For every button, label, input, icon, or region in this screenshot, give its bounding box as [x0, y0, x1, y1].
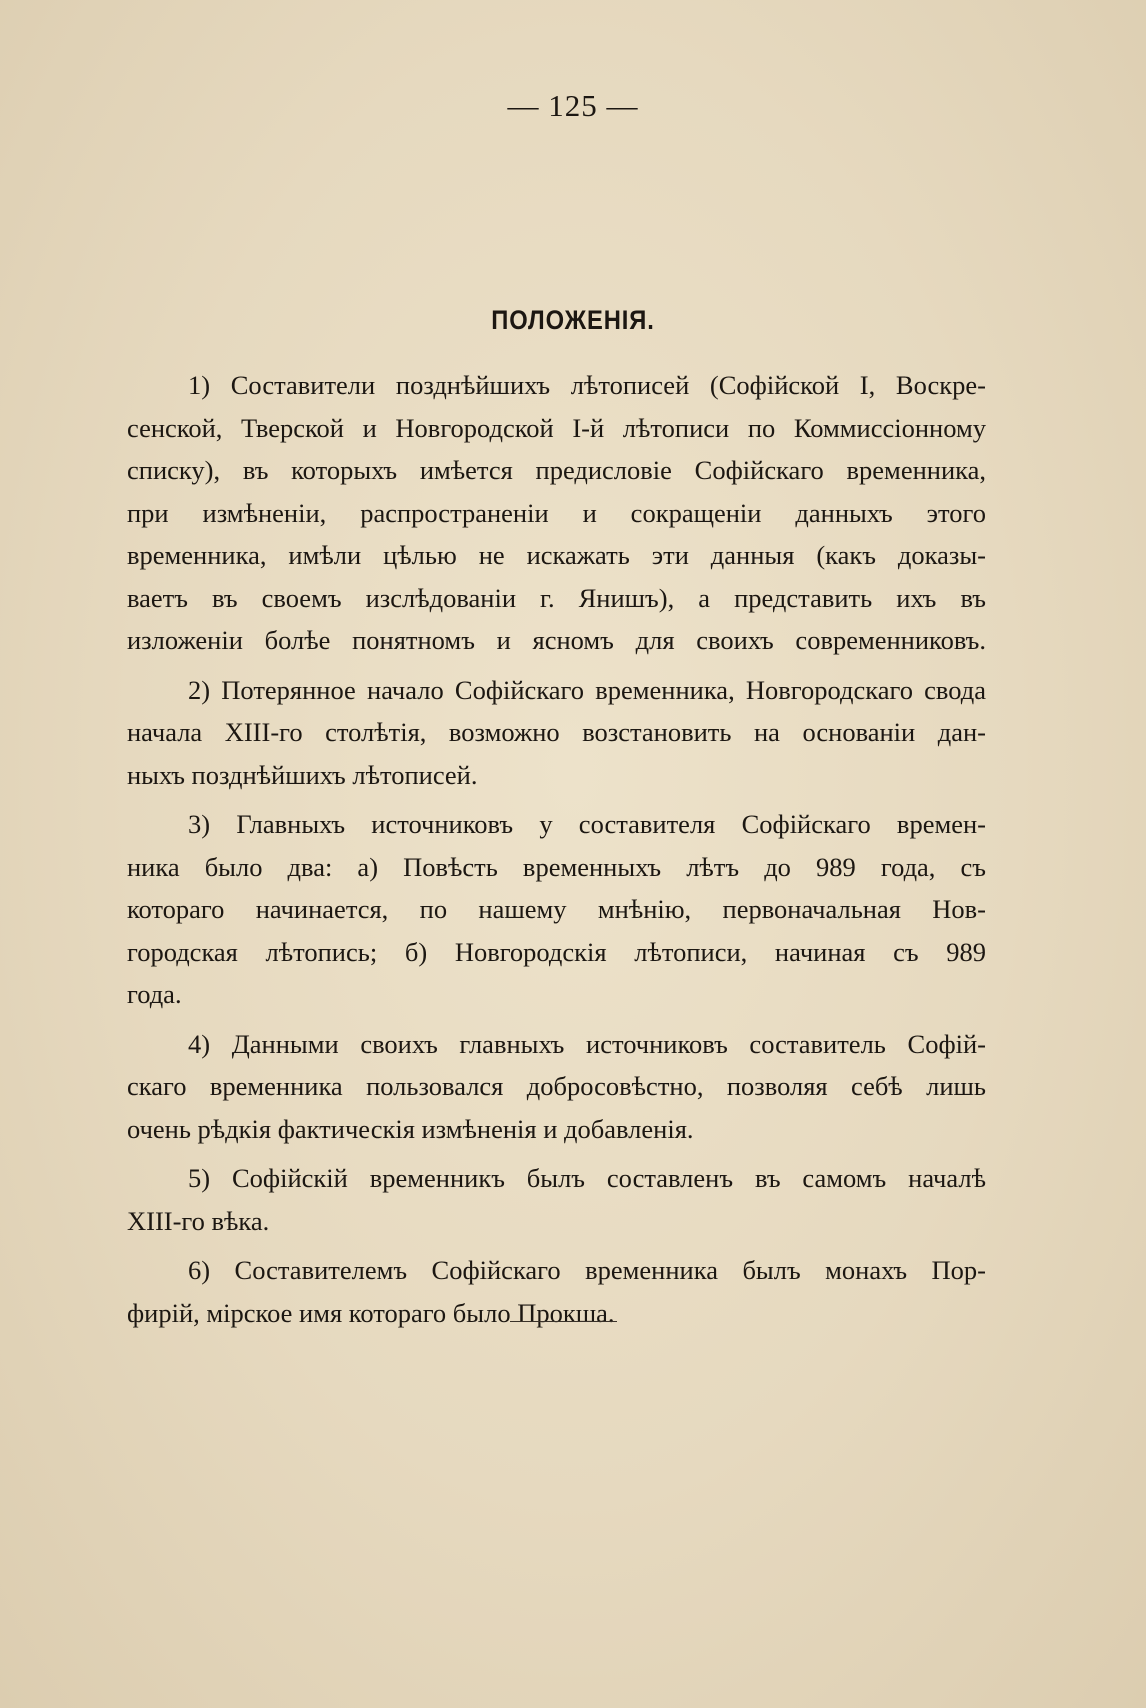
- text-line: начала XIII-го столѣтія, возможно возстановить на основаніи дан-: [127, 717, 986, 747]
- thesis-5: [127, 1157, 986, 1242]
- text-line: 1) Составители позднѣйшихъ лѣтописей (Софійской I, Воскре-: [188, 370, 986, 400]
- closing-rule: [510, 1321, 617, 1322]
- text-line: скаго временника пользовался добросовѣстно, позволяя себѣ лишь: [127, 1071, 986, 1101]
- text-line: временника, имѣли цѣлью не искажать эти данныя (какъ доказы-: [127, 540, 986, 570]
- text-line: городская лѣтопись; б) Новгородскія лѣтописи, начиная съ 989: [127, 936, 986, 967]
- text-line: XIII-го вѣка.: [127, 1205, 270, 1236]
- text-line: 2) Потерянное начало Софійскаго временника, Новгородскаго свода: [188, 674, 986, 705]
- text-line: 4) Данными своихъ главныхъ источниковъ составитель Софій-: [188, 1028, 986, 1059]
- text-line: года.: [127, 979, 182, 1009]
- text-line: 3) Главныхъ источниковъ у составителя Софійскаго времен-: [188, 809, 986, 839]
- text-line: котораго начинается, по нашему мнѣнію, первоначальная Нов-: [127, 894, 986, 924]
- text-line: изложеніи болѣе понятномъ и ясномъ для своихъ современниковъ.: [127, 625, 986, 655]
- text-line: сенской, Тверской и Новгородской I-й лѣтописи по Коммиссіонному: [127, 412, 986, 443]
- text-line: 5) Софійскій временникъ былъ составленъ въ самомъ началѣ: [188, 1163, 986, 1193]
- section-heading: ПОЛОЖЕНІЯ.: [491, 305, 655, 335]
- text-line: 6) Составителемъ Софійскаго временника былъ монахъ Пор-: [188, 1255, 986, 1285]
- thesis-3: [127, 803, 986, 1016]
- text-line: очень рѣдкія фактическія измѣненія и добавленія.: [127, 1113, 694, 1144]
- page-number: — 125 —: [507, 88, 639, 123]
- thesis-2: [127, 669, 986, 797]
- thesis-1: [127, 364, 986, 662]
- text-line: фирій, мірское имя котораго было Прокша.: [127, 1297, 615, 1328]
- thesis-4: [127, 1023, 986, 1151]
- text-line: списку), въ которыхъ имѣется предисловіе Софійскаго временника,: [127, 455, 986, 485]
- text-line: ныхъ позднѣйшихъ лѣтописей.: [127, 759, 478, 790]
- text-line: ваетъ въ своемъ изслѣдованіи г. Янишъ), а представить ихъ въ: [127, 582, 986, 613]
- theses-list: [127, 364, 986, 1341]
- text-line: при измѣненіи, распространеніи и сокращеніи данныхъ этого: [127, 497, 986, 528]
- text-line: ника было два: а) Повѣсть временныхъ лѣтъ до 989 года, съ: [127, 851, 986, 882]
